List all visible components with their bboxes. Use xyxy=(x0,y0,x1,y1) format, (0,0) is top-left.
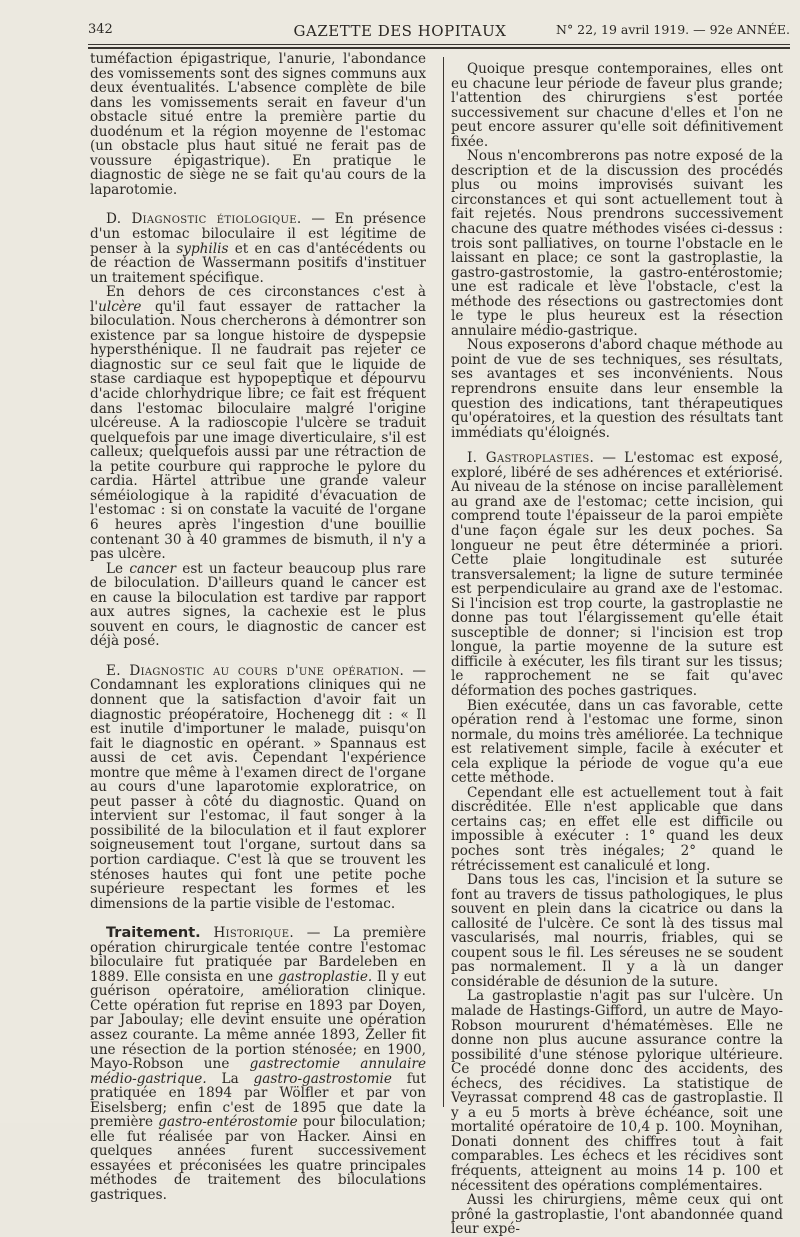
section-e: E. Diagnostic au cours d'une opération. — Condamnant les explorations cliniques qui ne donnent que la satisfaction d'avoir fait un diagnostic préopératoire, Hochenegg dit : « Il est inutile d'importuner le malade, puisqu'on fait le diagnostic en opérant. » Spannaus est aussi de cet avis. Cependant l'expérience montre que même à l'examen direct de l'organe au cours d'une laparotomie exploratrice, on peut passer à côté du diagnostic. Quand on intervient sur l'estomac, il faut songer à la possibilité de la biloculation et il faut explorer soigneusement tout l'organe, surtout dans sa portion cardiaque. C'est là que se trouvent les sténoses hautes qui font une petite poche supérieure respectant les formes et les dimensions de la partie visible de l'estomac. xyxy=(90,662,426,912)
page-header xyxy=(0,16,800,42)
header-rule xyxy=(88,44,790,45)
paragraph: Aussi les chirurgiens, même ceux qui ont prôné la gastroplastie, l'ont abandonnée quand leur expé- xyxy=(451,1192,783,1237)
issue-info: N° 22, 19 avril 1919. — 92e ANNÉE. xyxy=(556,22,790,37)
section-gastroplasties: I. Gastroplasties. — L'estomac est exposé, exploré, libéré de ses adhérences et extériorisé. Au niveau de la sténose on incise parallèlement au grand axe de l'estomac; cette incision, qui comprend toute l'épaisseur de la paroi empiète d'une façon égale sur les deux poches. Sa longueur ne peut être déterminée a priori. Cette plaie longitudinale est suturée transversalement; la ligne de suture terminée est perpendiculaire au grand axe de l'estomac. Si l'incision est trop courte, la gastroplastie ne donne pas tout l'élargissement qu'elle était susceptible de donner; si l'incision est trop longue, la partie moyenne de la suture est difficile à exécuter, les fils tirant sur les tissus; le rapprochement ne se fait qu'avec déformation des poches gastriques. xyxy=(451,450,783,699)
paragraph: Bien exécutée, dans un cas favorable, cette opération rend à l'estomac une forme, sinon normale, du moins très améliorée. La technique est relativement simple, facile à exécuter et cela explique la période de vogue qu'a eue cette méthode. xyxy=(451,697,783,787)
right-column xyxy=(451,62,783,1237)
section-traitement: Traitement. Historique. — La première opération chirurgicale tentée contre l'estomac biloculaire fut pratiquée par Bardeleben en 1889. Elle consista en une gastroplastie. Il y eut guérison opératoire, amélioration clinique. Cette opération fut reprise en 1893 par Doyen, par Jaboulay; elle devint ensuite une opération assez courante. La même année 1893, Zeller fit une résection de la portion sténosée; en 1900, Mayo-Robson une gastrectomie annulaire médio-gastrique. La gastro-gastrostomie fut pratiquée en 1894 par Wölfler et par von Eiselsberg; enfin c'est de 1895 que date la première gastro-entérostomie pour biloculation; elle fut réalisée par von Hacker. Ainsi en quelques années furent successivement essayées et préconisées les quatre principales méthodes de traitement des biloculations gastriques. xyxy=(90,925,427,1204)
paragraph: La gastroplastie n'agit pas sur l'ulcère. Un malade de Hastings-Gifford, un autre de Mayo-Robson moururent d'hématémèses. Elle ne donne non plus aucune assurance contre la possibilité d'une sténose pylorique ultérieure. Ce procédé donne donc des accidents, des échecs, des récidives. La statistique de Veyrassat comprend 48 cas de gastroplastie. Il y a eu 5 morts à brève échéance, soit une mortalité opératoire de 10,4 p. 100. Moynihan, Donati donnent des chiffres tout à fait comparables. Les échecs et les récidives sont fréquents, atteignent au moins 14 p. 100 et nécessitent des opérations complémentaires. xyxy=(451,988,783,1194)
paragraph: Cependant elle est actuellement tout à fait discréditée. Elle n'est applicable que dans certains cas; en effet elle est difficile ou impossible à exécuter : 1° quand les deux poches sont très inégales; 2° quand le rétrécissement est canaliculé et long. xyxy=(451,784,783,874)
paragraph: Dans tous les cas, l'incision et la suture se font au travers de tissus pathologiques, le plus souvent en plein dans la cicatrice ou dans la callosité de l'ulcère. Ce sont là des tissus mal vascularisés, mal nourris, friables, qui se coupent sous le fil. Les séreuses ne se soudent pas normalement. Il y a là un danger considérable de désunion de la suture. xyxy=(451,872,783,990)
section-label: D. Diagnostic étiologique. xyxy=(106,211,302,228)
paragraph: Nous n'encombrerons pas notre exposé de la description et de la discussion des procédés plus ou moins improvisés suivant les circonstances et qui sont actuellement tout à fait rejetés. Nous prendrons successivement chacune des quatre méthodes visées ci-dessus : trois sont palliatives, on tourne l'obstacle en le laissant en place; ce sont la gastroplastie, la gastro-gastrostomie, la gastro-entérostomie; une est radicale et lève l'obstacle, c'est la méthode des résections ou gastrectomies dont le type le plus heureux est la résection annulaire médio-gastrique. xyxy=(451,148,783,339)
left-column xyxy=(90,52,426,1203)
page-number: 342 xyxy=(88,22,113,37)
section-label: I. Gastroplasties. xyxy=(467,450,595,467)
paragraph: Le cancer est un facteur beaucoup plus rare de biloculation. D'ailleurs quand le cancer est en cause la biloculation est tardive par rapport aux autres signes, la cachexie est le plus souvent en cours, le diagnostic de cancer est déjà posé. xyxy=(90,560,426,650)
header-rule-thick xyxy=(88,47,790,49)
section-d: D. Diagnostic étiologique. — En présence d'un estomac biloculaire il est légitime de penser à la syphilis et en cas d'antécédents ou de réaction de Wassermann positifs d'instituer un traitement spécifique. xyxy=(90,211,427,286)
section-label: E. Diagnostic au cours d'une opération. xyxy=(106,662,405,679)
journal-title: GAZETTE DES HOPITAUX xyxy=(293,22,507,40)
section-heading: Traitement. xyxy=(106,925,201,942)
column-divider xyxy=(443,57,444,1107)
paragraph: tuméfaction épigastrique, l'anurie, l'abondance des vomissements sont des signes communs aux deux éventualités. L'absence complète de bile dans les vomissements serait en faveur d'un obstacle situé entre la première partie du duodénum et la région moyenne de l'estomac (un obstacle plus haut situé ne ferait pas de voussure épigastrique). En pratique le diagnostic de siège ne se fait qu'au cours de la laparotomie. xyxy=(90,51,426,198)
paragraph: Quoique presque contemporaines, elles ont eu chacune leur période de faveur plus grande; l'attention des chirurgiens s'est portée successivement sur chacune d'elles et l'on ne peut encore assurer qu'elle soit définitivement fixée. xyxy=(451,61,783,150)
paragraph: En dehors de ces circonstances c'est à l'ulcère qu'il faut essayer de rattacher la biloculation. Nous chercherons à démontrer son existence par sa longue histoire de dyspepsie hypersthénique. Il ne faudrait pas rejeter ce diagnostic sur ce seul fait que le liquide de stase cardiaque est hypopeptique et dépourvu d'acide chlorhydrique libre; ce fait est fréquent dans l'estomac biloculaire malgré l'origine ulcéreuse. A la radioscopie l'ulcère se traduit quelquefois par une image diverticulaire, s'il est calleux; quelquefois aussi par une rétraction de la petite courbure qui rapproche le pylore du cardia. Härtel attribue une grande valeur séméiologique à la rapidité d'évacuation de l'estomac : si on constate la vacuité de l'organe 6 heures après l'ingestion d'une bouillie contenant 30 à 40 grammes de bismuth, il n'y a pas ulcère. xyxy=(90,284,426,563)
paragraph: Nous exposerons d'abord chaque méthode au point de vue de ses techniques, ses résultats, ses avantages et ses inconvénients. Nous reprendrons ensuite dans leur ensemble la question des indications, tant thérapeutiques qu'opératoires, et la question des résultats tant immédiats qu'éloignés. xyxy=(451,337,783,441)
